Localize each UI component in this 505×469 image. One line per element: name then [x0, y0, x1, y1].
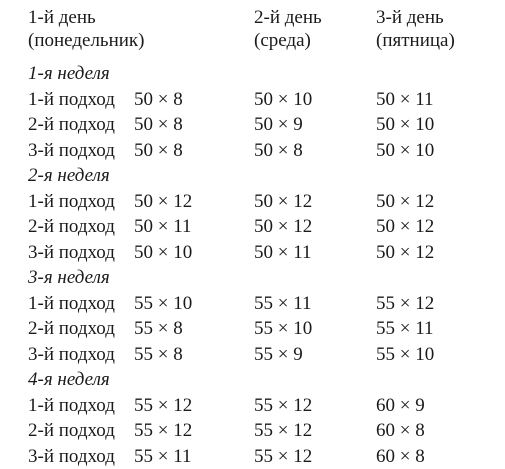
load-value: 55 × 12 — [254, 420, 313, 441]
day-header-line1: 1-й день — [28, 7, 96, 28]
load-value: 50 × 12 — [134, 190, 193, 212]
day-header-line2: (среда) — [254, 30, 311, 51]
load-value: 50 × 10 — [254, 88, 313, 110]
approach-label: 2-й подход — [28, 420, 115, 441]
week-label: 2-я неделя — [28, 165, 110, 186]
week-label: 3-я неделя — [28, 267, 110, 288]
load-value: 50 × 11 — [254, 241, 312, 263]
load-value: 50 × 8 — [134, 139, 183, 161]
load-value: 55 × 11 — [134, 445, 192, 467]
approach-label: 3-й подход — [28, 139, 115, 161]
load-value: 60 × 8 — [376, 445, 425, 467]
load-value: 50 × 8 — [134, 114, 183, 135]
approach-label: 1-й подход — [28, 88, 115, 110]
approach-label: 1-й подход — [28, 190, 115, 212]
day-header-line2: (понедельник) — [28, 30, 145, 51]
approach-label: 2-й подход — [28, 114, 115, 135]
approach-label: 3-й подход — [28, 445, 115, 467]
load-value: 55 × 10 — [254, 318, 313, 339]
load-value: 55 × 10 — [376, 343, 435, 365]
approach-label: 3-й подход — [28, 343, 115, 365]
load-value: 55 × 12 — [134, 394, 193, 416]
load-value: 55 × 12 — [134, 420, 193, 441]
load-value: 50 × 9 — [254, 114, 303, 135]
day-header-line1: 2-й день — [254, 7, 322, 28]
load-value: 60 × 9 — [376, 394, 425, 416]
load-value: 55 × 11 — [376, 318, 434, 339]
week-label: 1-я неделя — [28, 63, 110, 84]
load-value: 55 × 10 — [134, 292, 193, 314]
load-value: 50 × 12 — [376, 241, 435, 263]
load-value: 50 × 11 — [134, 216, 192, 237]
approach-label: 3-й подход — [28, 241, 115, 263]
load-value: 55 × 8 — [134, 318, 183, 339]
approach-label: 2-й подход — [28, 318, 115, 339]
day-header-line1: 3-й день — [376, 7, 444, 28]
load-value: 55 × 12 — [254, 445, 313, 467]
approach-label: 1-й подход — [28, 394, 115, 416]
load-value: 55 × 12 — [376, 292, 435, 314]
load-value: 50 × 12 — [376, 190, 435, 212]
week-label: 4-я неделя — [28, 369, 110, 390]
load-value: 50 × 12 — [376, 216, 435, 237]
load-value: 50 × 8 — [254, 139, 303, 161]
approach-label: 2-й подход — [28, 216, 115, 237]
load-value: 60 × 8 — [376, 420, 425, 441]
load-value: 55 × 11 — [254, 292, 312, 314]
approach-label: 1-й подход — [28, 292, 115, 314]
load-value: 50 × 12 — [254, 190, 313, 212]
load-value: 55 × 12 — [254, 394, 313, 416]
load-value: 50 × 11 — [376, 88, 434, 110]
day-header-line2: (пятница) — [376, 30, 455, 51]
load-value: 55 × 9 — [254, 343, 303, 365]
load-value: 50 × 8 — [134, 88, 183, 110]
load-value: 50 × 10 — [376, 139, 435, 161]
load-value: 55 × 8 — [134, 343, 183, 365]
load-value: 50 × 10 — [134, 241, 193, 263]
load-value: 50 × 10 — [376, 114, 435, 135]
load-value: 50 × 12 — [254, 216, 313, 237]
